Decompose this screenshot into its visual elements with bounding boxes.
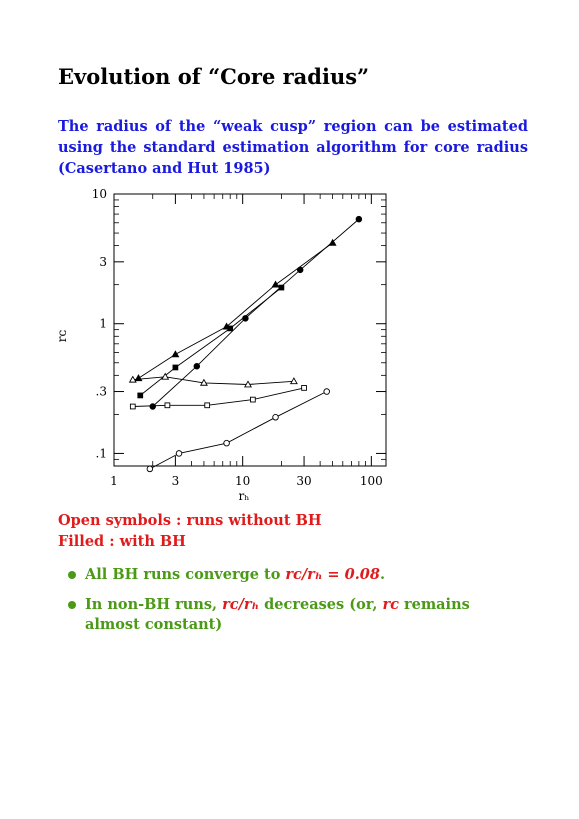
data-point-circle (147, 466, 153, 472)
x-tick-label: 3 (171, 474, 180, 488)
bullet-text: . (379, 566, 386, 583)
math-expression: rᴄ/rₕ (222, 596, 260, 613)
series-line (150, 392, 327, 469)
data-point-triangle (291, 378, 297, 384)
bullet-text: remains almost constant) (85, 596, 470, 633)
data-point-circle (324, 389, 330, 395)
data-point-square (130, 404, 135, 409)
data-point-square (173, 365, 178, 370)
chart-svg (50, 184, 400, 504)
bullet-text: In non-BH runs, (85, 596, 223, 613)
data-point-square (279, 285, 284, 290)
series-line (153, 219, 359, 406)
legend-notes (58, 510, 322, 552)
data-point-square (250, 397, 255, 402)
data-point-triangle (172, 351, 178, 357)
bullet-text: decreases (or, (259, 596, 383, 613)
core-radius-chart (50, 184, 400, 504)
open-symbols-note: Open symbols : runs without BH (58, 512, 322, 529)
data-point-circle (273, 414, 279, 420)
math-expression: rᴄ/rₕ = 0.08 (285, 566, 380, 583)
bullet-dot-icon (68, 571, 76, 579)
x-tick-label: 1 (110, 474, 118, 488)
y-tick-label: 10 (91, 187, 107, 201)
bullet-item-non-bh (68, 595, 528, 635)
data-point-triangle (272, 281, 278, 287)
bullet-list (68, 565, 528, 645)
series-line (133, 377, 294, 385)
bullet-text: All BH runs converge to (85, 566, 286, 583)
data-point-circle (243, 316, 249, 322)
math-expression: rᴄ (382, 596, 399, 613)
y-tick-label: 1 (99, 316, 107, 331)
intro-paragraph: The radius of the “weak cusp” region can be estimated using the standard estimation algorithm for core radius (Casertano and Hut 1985) (58, 118, 528, 177)
data-point-circle (194, 363, 200, 369)
series-line (133, 388, 304, 407)
bullet-item-bh-converge (68, 565, 528, 585)
data-point-triangle (135, 375, 141, 381)
data-point-square (205, 403, 210, 408)
plot-frame (114, 194, 386, 466)
y-tick-label: .1 (95, 446, 107, 461)
data-point-circle (176, 451, 182, 457)
data-point-square (165, 403, 170, 408)
y-tick-label: 3 (99, 254, 107, 269)
x-tick-label: 10 (235, 474, 251, 488)
bullet-dot-icon (68, 601, 76, 609)
y-axis-label: rᴄ (55, 329, 69, 343)
data-point-square (138, 393, 143, 398)
y-tick-label: .3 (95, 384, 107, 399)
data-point-circle (224, 440, 230, 446)
x-tick-label: 100 (359, 474, 383, 488)
series-line (139, 243, 333, 378)
data-point-circle (356, 216, 362, 222)
data-point-circle (150, 404, 156, 410)
filled-symbols-note: Filled : with BH (58, 533, 186, 550)
data-point-circle (297, 267, 303, 273)
x-axis-label: rₕ (238, 489, 250, 503)
page-title: Evolution of “Core radius” (58, 64, 370, 89)
x-tick-label: 30 (296, 474, 312, 488)
data-point-square (302, 386, 307, 391)
